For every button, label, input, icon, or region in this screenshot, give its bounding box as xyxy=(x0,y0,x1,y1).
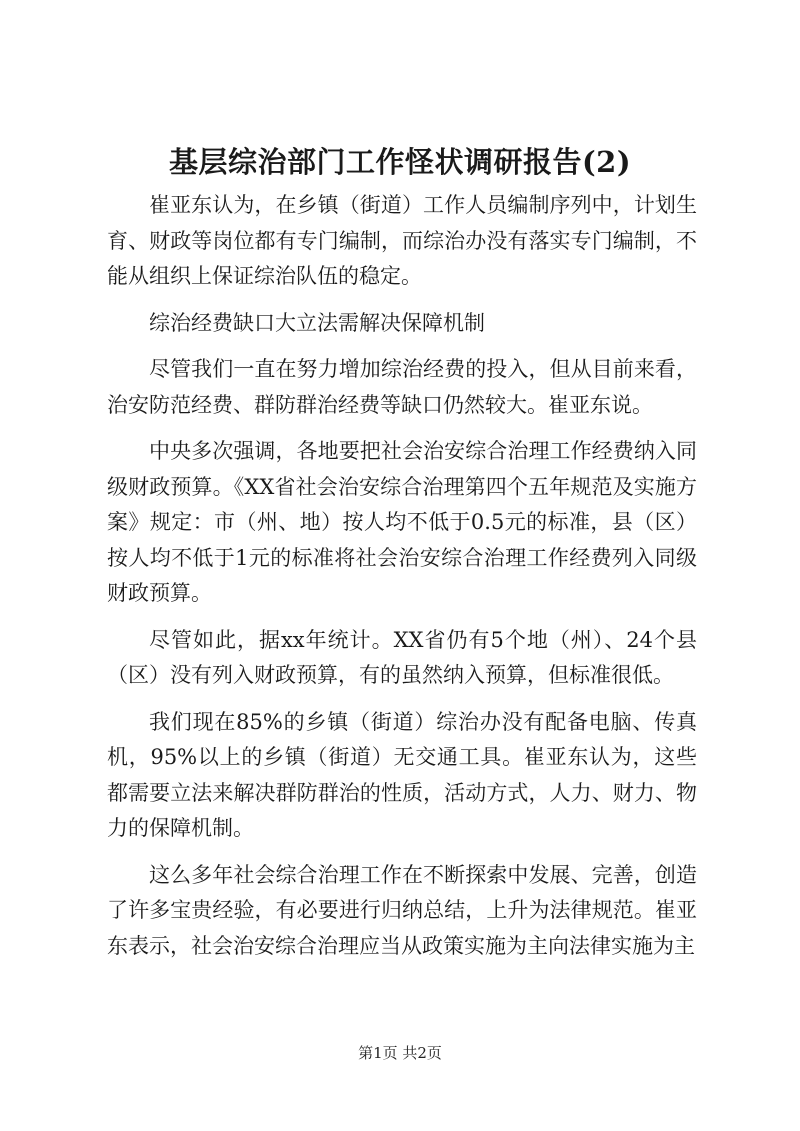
document-body xyxy=(107,188,697,975)
paragraph: 这么多年社会综合治理工作在不断探索中发展、完善，创造了许多宝贵经验，有必要进行归纳总结，上升为法律规范。崔亚东表示，社会治安综合治理应当从政策实施为主向法律实施为主 xyxy=(107,862,697,958)
paragraph: 我们现在85%的乡镇（街道）综治办没有配备电脑、传真机，95%以上的乡镇（街道）无交通工具。崔亚东认为，这些都需要立法来解决群防群治的性质，活动方式，人力、财力、物力的保障机制。 xyxy=(107,709,697,840)
section-heading: 综治经费缺口大立法需解决保障机制 xyxy=(149,310,485,335)
paragraph: 崔亚东认为，在乡镇（街道）工作人员编制序列中，计划生育、财政等岗位都有专门编制，而综治办没有落实专门编制，不能从组织上保证综治队伍的稳定。 xyxy=(107,193,697,288)
paragraph: 尽管如此，据xx年统计。XX省仍有5个地（州）、24个县（区）没有列入财政预算，有的虽然纳入预算，但标准很低。 xyxy=(107,627,697,687)
paragraph: 中央多次强调，各地要把社会治安综合治理工作经费纳入同级财政预算。《XX省社会治安综合治理第四个五年规范及实施方案》规定：市（州、地）按人均不低于0.5元的标准，县（区）按人均不低于1元的标准将社会治安综合治理工作经费列入同级财政预算。 xyxy=(107,439,697,605)
page-footer: 第1页 共2页 xyxy=(358,1044,442,1062)
paragraph: 尽管我们一直在努力增加综治经费的投入，但从目前来看，治安防范经费、群防群治经费等缺口仍然较大。崔亚东说。 xyxy=(107,357,697,417)
document-title: 基层综治部门工作怪状调研报告(2) xyxy=(168,145,632,179)
